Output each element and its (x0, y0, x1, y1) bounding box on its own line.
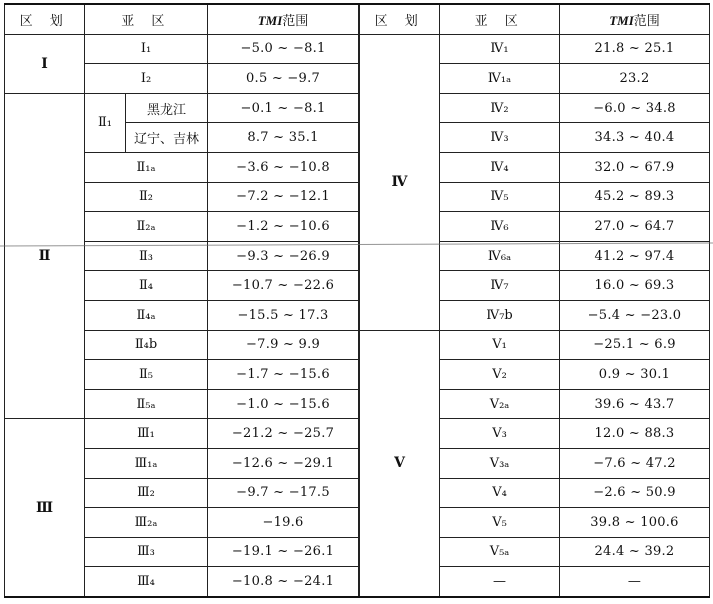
tmi-range-cell: −7.9 ~ 9.9 (208, 330, 359, 360)
subzone-cell: Ⅱ₄ₐ (85, 300, 208, 330)
header-tmi-range: TMI范围 (208, 4, 359, 34)
tmi-range-cell: −19.6 (208, 508, 359, 538)
tmi-range-cell: 21.8 ~ 25.1 (560, 34, 710, 64)
tmi-range-cell: −7.6 ~ 47.2 (560, 448, 710, 478)
subzone-cell: Ⅱ₂ₐ (85, 212, 208, 242)
tmi-range-cell: −1.7 ~ −15.6 (208, 360, 359, 390)
tmi-range-cell: −9.3 ~ −26.9 (208, 241, 359, 271)
subzone-cell: Ⅴ₃ (440, 419, 560, 449)
tmi-range-cell: 45.2 ~ 89.3 (560, 182, 710, 212)
header-zone: 区 划 (5, 4, 85, 34)
tmi-range-cell: −19.1 ~ −26.1 (208, 537, 359, 567)
tmi-range-cell: −9.7 ~ −17.5 (208, 478, 359, 508)
table-row (360, 34, 710, 64)
subzone-cell: Ⅴ₁ (440, 330, 560, 360)
subzone-cell: — (440, 567, 560, 597)
tmi-range-cell: 24.4 ~ 39.2 (560, 537, 710, 567)
subzone-cell: Ⅳ₆ₐ (440, 241, 560, 271)
tmi-range-cell: 0.5 ~ −9.7 (208, 64, 359, 94)
table-row (5, 93, 359, 123)
tmi-range-cell: 34.3 ~ 40.4 (560, 123, 710, 153)
subzone-cell: Ⅴ₄ (440, 478, 560, 508)
tmi-range-cell: 0.9 ~ 30.1 (560, 360, 710, 390)
subzone-cell: Ⅳ₄ (440, 152, 560, 182)
tmi-range-cell: 8.7 ~ 35.1 (208, 123, 359, 153)
tmi-range-cell: −6.0 ~ 34.8 (560, 93, 710, 123)
tmi-range-cell: −5.4 ~ −23.0 (560, 300, 710, 330)
subzone-cell: Ⅳ₆ (440, 212, 560, 242)
subzone-cell: Ⅰ₂ (85, 64, 208, 94)
subzone-cell: Ⅰ₁ (85, 34, 208, 64)
subzone-cell: Ⅱ₅ (85, 360, 208, 390)
tmi-range-cell: −25.1 ~ 6.9 (560, 330, 710, 360)
subzone-cell: Ⅱ₄ (85, 271, 208, 301)
subzone-cell: Ⅲ₁ (85, 419, 208, 449)
tmi-range-cell: — (560, 567, 710, 597)
header-subzone: 亚 区 (85, 4, 208, 34)
subzone-cell: Ⅲ₄ (85, 567, 208, 597)
tmi-range-cell: −10.8 ~ −24.1 (208, 567, 359, 597)
subzone-cell: Ⅳ₇b (440, 300, 560, 330)
tmi-range-cell: −7.2 ~ −12.1 (208, 182, 359, 212)
zone-cell-I: Ⅰ (5, 34, 85, 93)
right-table (359, 3, 710, 598)
subzone-cell: Ⅱ₁ₐ (85, 152, 208, 182)
table-row (5, 419, 359, 449)
subzone-cell: Ⅴ₂ (440, 360, 560, 390)
header-zone: 区 划 (360, 4, 440, 34)
tmi-range-cell: −2.6 ~ 50.9 (560, 478, 710, 508)
tmi-range-cell: 41.2 ~ 97.4 (560, 241, 710, 271)
region-cell-liaoning-jilin: 辽宁、吉林 (126, 123, 208, 153)
subzone-cell: Ⅲ₃ (85, 537, 208, 567)
subzone-cell: Ⅴ₅ (440, 508, 560, 538)
tmi-range-cell: 27.0 ~ 64.7 (560, 212, 710, 242)
tmi-range-cell: −1.0 ~ −15.6 (208, 389, 359, 419)
tmi-abbrev: TMI (609, 12, 634, 28)
subzone-cell: Ⅱ₄b (85, 330, 208, 360)
subzone-cell: Ⅱ₂ (85, 182, 208, 212)
table-row (360, 330, 710, 360)
subzone-cell: Ⅱ₅ₐ (85, 389, 208, 419)
tmi-range-cell: −15.5 ~ 17.3 (208, 300, 359, 330)
subzone-cell-II1: Ⅱ₁ (85, 93, 126, 152)
tmi-range-cell: −12.6 ~ −29.1 (208, 448, 359, 478)
subzone-cell: Ⅳ₇ (440, 271, 560, 301)
subzone-cell: Ⅱ₃ (85, 241, 208, 271)
tmi-range-cell: −5.0 ~ −8.1 (208, 34, 359, 64)
subzone-cell: Ⅳ₁ (440, 34, 560, 64)
zone-cell-V: Ⅴ (360, 330, 440, 597)
subzone-cell: Ⅳ₁ₐ (440, 64, 560, 94)
subzone-cell: Ⅲ₂ (85, 478, 208, 508)
tmi-abbrev: TMI (257, 12, 283, 28)
tmi-range-cell: −10.7 ~ −22.6 (208, 271, 359, 301)
tmi-range-cell: −21.2 ~ −25.7 (208, 419, 359, 449)
tmi-range-cell: 12.0 ~ 88.3 (560, 419, 710, 449)
tmi-range-cell: 16.0 ~ 69.3 (560, 271, 710, 301)
subzone-cell: Ⅴ₅ₐ (440, 537, 560, 567)
tmi-range-cell: −3.6 ~ −10.8 (208, 152, 359, 182)
table-row (5, 34, 359, 64)
subzone-cell: Ⅳ₅ (440, 182, 560, 212)
zone-cell-IV: Ⅳ (360, 34, 440, 330)
subzone-cell: Ⅳ₂ (440, 93, 560, 123)
zone-cell-II: Ⅱ (5, 93, 85, 419)
subzone-cell: Ⅲ₂ₐ (85, 508, 208, 538)
tmi-range-cell: 32.0 ~ 67.9 (560, 152, 710, 182)
header-row (360, 4, 710, 34)
region-cell-heilongjiang: 黑龙江 (126, 93, 208, 123)
subzone-cell: Ⅴ₂ₐ (440, 389, 560, 419)
tmi-range-cell: −1.2 ~ −10.6 (208, 212, 359, 242)
subzone-cell: Ⅴ₃ₐ (440, 448, 560, 478)
left-table (4, 3, 359, 598)
zone-cell-III: Ⅲ (5, 419, 85, 597)
tmi-range-cell: 23.2 (560, 64, 710, 94)
header-subzone: 亚 区 (440, 4, 560, 34)
tmi-range-cell: 39.6 ~ 43.7 (560, 389, 710, 419)
header-row (5, 4, 359, 34)
subzone-cell: Ⅲ₁ₐ (85, 448, 208, 478)
subzone-cell: Ⅳ₃ (440, 123, 560, 153)
header-tmi-range: TMI范围 (560, 4, 710, 34)
tmi-range-cell: −0.1 ~ −8.1 (208, 93, 359, 123)
tmi-range-cell: 39.8 ~ 100.6 (560, 508, 710, 538)
